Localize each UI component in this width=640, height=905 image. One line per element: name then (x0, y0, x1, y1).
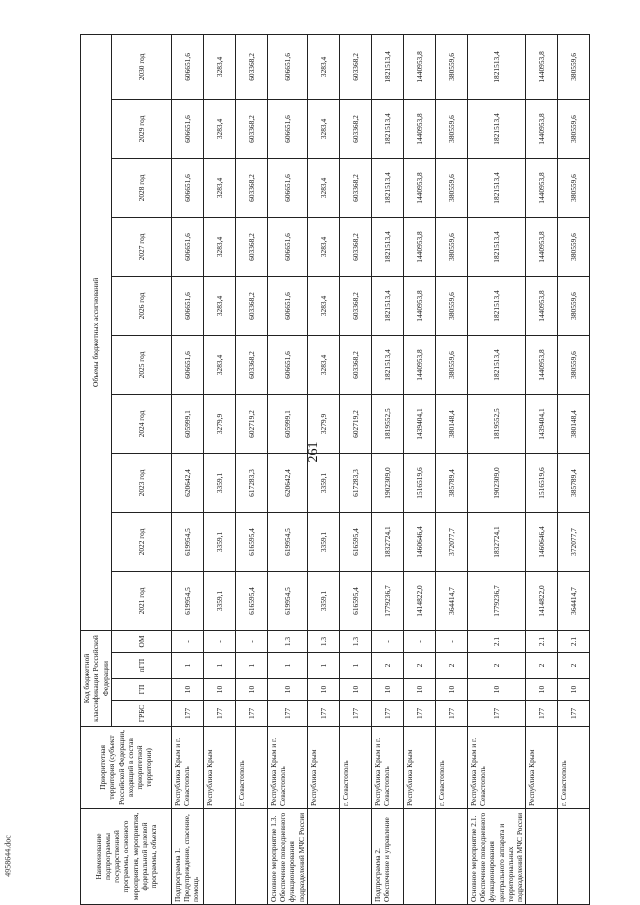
row-value-cell: 3283,4 (307, 34, 339, 99)
row-value-cell: 1439404,1 (526, 394, 558, 453)
row-value-cell: 616595,4 (235, 512, 267, 571)
row-om-cell: 2.1 (558, 630, 590, 652)
header-priority-territory: Приоритетная территория (субъект Российской Федерации, входящий в состав приоритетной территории) (81, 727, 172, 809)
row-name-cell (558, 809, 590, 905)
table-row (435, 34, 467, 904)
row-value-cell: 1440953,8 (526, 34, 558, 99)
row-value-cell: 602719,2 (235, 394, 267, 453)
row-value-cell: 617283,3 (235, 453, 267, 512)
row-value-cell: 1440953,8 (403, 276, 435, 335)
row-gp-cell: 10 (467, 679, 526, 701)
row-name-cell (526, 809, 558, 905)
row-pgp-cell: 1 (203, 653, 235, 679)
row-value-cell: 603368,2 (235, 217, 267, 276)
row-value-cell: 605999,1 (267, 394, 307, 453)
table-row (558, 34, 590, 904)
header-year: 2029 год (111, 99, 171, 158)
row-value-cell: 3283,4 (203, 99, 235, 158)
row-value-cell: 606651,6 (267, 217, 307, 276)
row-om-cell: 2.1 (467, 630, 526, 652)
row-value-cell: 1821513,4 (467, 335, 526, 394)
row-value-cell: 1779236,7 (467, 571, 526, 630)
row-value-cell: 380148,4 (558, 394, 590, 453)
table-row (267, 34, 307, 904)
header-pgp: пГП (111, 653, 171, 679)
row-value-cell: 606651,6 (171, 99, 203, 158)
row-value-cell: 1821513,4 (371, 99, 403, 158)
row-gp-cell: 10 (171, 679, 203, 701)
row-value-cell: 1832724,1 (371, 512, 403, 571)
row-value-cell: 3359,1 (203, 453, 235, 512)
row-value-cell: 380148,4 (435, 394, 467, 453)
row-value-cell: 603368,2 (339, 217, 371, 276)
row-value-cell: 1902309,0 (371, 453, 403, 512)
header-year: 2024 год (111, 394, 171, 453)
row-value-cell: 3283,4 (203, 335, 235, 394)
row-value-cell: 620642,4 (267, 453, 307, 512)
row-territory-cell: Республика Крым (307, 727, 339, 809)
row-value-cell: 385789,4 (435, 453, 467, 512)
header-grbs: ГРБС (111, 701, 171, 727)
row-territory-cell: Республика Крым (203, 727, 235, 809)
row-value-cell: 364414,7 (435, 571, 467, 630)
row-grbs-cell: 177 (371, 701, 403, 727)
row-value-cell: 603368,2 (235, 276, 267, 335)
row-territory-cell: г. Севастополь (339, 727, 371, 809)
row-value-cell: 1821513,4 (371, 34, 403, 99)
table-row (307, 34, 339, 904)
row-pgp-cell: 2 (526, 653, 558, 679)
row-value-cell: 1821513,4 (467, 276, 526, 335)
row-value-cell: 603368,2 (339, 34, 371, 99)
row-name-cell: Подпрограмма 1. Предупреждение, спасение, помощь (171, 809, 203, 905)
row-value-cell: 1821513,4 (467, 99, 526, 158)
header-year: 2022 год (111, 512, 171, 571)
row-pgp-cell: 1 (235, 653, 267, 679)
row-value-cell: 3359,1 (307, 453, 339, 512)
row-value-cell: 1414822,0 (526, 571, 558, 630)
row-value-cell: 372077,7 (558, 512, 590, 571)
row-value-cell: 606651,6 (267, 335, 307, 394)
table-row (467, 34, 526, 904)
row-pgp-cell: 2 (435, 653, 467, 679)
page-number: 261 (306, 441, 321, 463)
row-grbs-cell: 177 (467, 701, 526, 727)
header-year: 2025 год (111, 335, 171, 394)
row-om-cell: - (435, 630, 467, 652)
row-value-cell: 605999,1 (171, 394, 203, 453)
row-value-cell: 606651,6 (171, 276, 203, 335)
table-body (171, 34, 590, 904)
row-name-cell (203, 809, 235, 905)
header-year: 2021 год (111, 571, 171, 630)
header-program-name: Наименование подпрограммы государственной программы, основного мероприятия, мероприятия, федеральной целевой программы, объекта (81, 809, 172, 905)
row-value-cell: 606651,6 (267, 276, 307, 335)
row-value-cell: 619954,5 (267, 571, 307, 630)
row-value-cell: 1460646,4 (403, 512, 435, 571)
row-gp-cell: 10 (235, 679, 267, 701)
row-value-cell: 602719,2 (339, 394, 371, 453)
row-value-cell: 364414,7 (558, 571, 590, 630)
row-value-cell: 619954,5 (171, 512, 203, 571)
row-value-cell: 3279,9 (203, 394, 235, 453)
row-pgp-cell: 1 (339, 653, 371, 679)
row-value-cell: 1516519,6 (403, 453, 435, 512)
row-value-cell: 3283,4 (203, 158, 235, 217)
row-value-cell: 603368,2 (339, 335, 371, 394)
row-grbs-cell: 177 (339, 701, 371, 727)
row-name-cell (435, 809, 467, 905)
row-gp-cell: 10 (371, 679, 403, 701)
row-value-cell: 3359,1 (203, 512, 235, 571)
row-value-cell: 1902309,0 (467, 453, 526, 512)
row-grbs-cell: 177 (267, 701, 307, 727)
row-pgp-cell: 1 (267, 653, 307, 679)
row-value-cell: 3283,4 (307, 158, 339, 217)
row-grbs-cell: 177 (558, 701, 590, 727)
header-code-group: Код бюджетной классификации Российской Федерации (81, 630, 112, 726)
table-row (235, 34, 267, 904)
header-volumes-group: Объемы бюджетных ассигнований (81, 34, 112, 630)
row-name-cell: Основное мероприятие 2.1. Обеспечение повседневного функционирования центрального аппарата и территориальных подразделений МЧС России (467, 809, 526, 905)
row-value-cell: 1440953,8 (403, 34, 435, 99)
row-value-cell: 3359,1 (307, 571, 339, 630)
row-value-cell: 603368,2 (235, 99, 267, 158)
budget-table-container (80, 35, 579, 905)
row-om-cell: - (171, 630, 203, 652)
row-value-cell: 603368,2 (235, 34, 267, 99)
row-value-cell: 1460646,4 (526, 512, 558, 571)
row-value-cell: 1832724,1 (467, 512, 526, 571)
row-value-cell: 3359,1 (307, 512, 339, 571)
row-pgp-cell: 2 (403, 653, 435, 679)
row-value-cell: 1440953,8 (526, 99, 558, 158)
row-value-cell: 617283,3 (339, 453, 371, 512)
header-year: 2028 год (111, 158, 171, 217)
table-row (403, 34, 435, 904)
row-grbs-cell: 177 (403, 701, 435, 727)
row-value-cell: 606651,6 (267, 158, 307, 217)
row-value-cell: 620642,4 (171, 453, 203, 512)
row-value-cell: 3283,4 (203, 34, 235, 99)
row-territory-cell: Республика Крым (526, 727, 558, 809)
header-year: 2023 год (111, 453, 171, 512)
header-year: 2026 год (111, 276, 171, 335)
row-value-cell: 616595,4 (235, 571, 267, 630)
row-value-cell: 603368,2 (339, 99, 371, 158)
row-value-cell: 606651,6 (171, 217, 203, 276)
row-pgp-cell: 2 (558, 653, 590, 679)
row-value-cell: 380559,6 (558, 99, 590, 158)
row-gp-cell: 10 (339, 679, 371, 701)
row-value-cell: 1779236,7 (371, 571, 403, 630)
row-value-cell: 1440953,8 (403, 99, 435, 158)
row-value-cell: 606651,6 (171, 335, 203, 394)
row-value-cell: 3283,4 (203, 217, 235, 276)
row-value-cell: 3359,1 (203, 571, 235, 630)
row-territory-cell: г. Севастополь (558, 727, 590, 809)
row-value-cell: 619954,5 (267, 512, 307, 571)
row-value-cell: 1821513,4 (467, 217, 526, 276)
row-value-cell: 1819552,5 (467, 394, 526, 453)
row-value-cell: 616595,4 (339, 571, 371, 630)
row-territory-cell: Республика Крым и г. Севастополь (371, 727, 403, 809)
row-gp-cell: 10 (403, 679, 435, 701)
table-row (339, 34, 371, 904)
document-code: 4958644.doc (3, 835, 13, 877)
row-value-cell: 606651,6 (171, 158, 203, 217)
row-gp-cell: 10 (526, 679, 558, 701)
row-pgp-cell: 2 (371, 653, 403, 679)
row-value-cell: 380559,6 (435, 276, 467, 335)
row-gp-cell: 10 (307, 679, 339, 701)
row-grbs-cell: 177 (435, 701, 467, 727)
row-value-cell: 1821513,4 (371, 158, 403, 217)
row-pgp-cell: 2 (467, 653, 526, 679)
row-name-cell (339, 809, 371, 905)
row-name-cell: Подпрограмма 2. Обеспечение и управление (371, 809, 403, 905)
row-om-cell: 1.3 (267, 630, 307, 652)
table-row (171, 34, 203, 904)
row-value-cell: 606651,6 (171, 34, 203, 99)
row-value-cell: 380559,6 (435, 217, 467, 276)
row-om-cell: - (403, 630, 435, 652)
table-row (371, 34, 403, 904)
row-value-cell: 380559,6 (558, 158, 590, 217)
row-value-cell: 619954,5 (171, 571, 203, 630)
row-gp-cell: 10 (267, 679, 307, 701)
row-territory-cell: Республика Крым и г. Севастополь (267, 727, 307, 809)
row-territory-cell: Республика Крым (403, 727, 435, 809)
row-value-cell: 1819552,5 (371, 394, 403, 453)
header-year: 2027 год (111, 217, 171, 276)
row-value-cell: 3283,4 (307, 99, 339, 158)
row-value-cell: 380559,6 (558, 276, 590, 335)
row-value-cell: 3279,9 (307, 394, 339, 453)
row-value-cell: 606651,6 (267, 34, 307, 99)
row-territory-cell: Республика Крым и г. Севастополь (171, 727, 203, 809)
row-value-cell: 1440953,8 (403, 217, 435, 276)
row-name-cell (403, 809, 435, 905)
row-om-cell: 1.3 (339, 630, 371, 652)
row-value-cell: 3283,4 (203, 276, 235, 335)
row-pgp-cell: 1 (171, 653, 203, 679)
row-value-cell: 1414822,0 (403, 571, 435, 630)
row-value-cell: 380559,6 (435, 34, 467, 99)
row-grbs-cell: 177 (171, 701, 203, 727)
header-gp: ГП (111, 679, 171, 701)
row-gp-cell: 10 (435, 679, 467, 701)
row-name-cell: Основное мероприятие 1.3. Обеспечение повседневного функционирования подразделений МЧС России (267, 809, 307, 905)
row-value-cell: 380559,6 (435, 99, 467, 158)
row-value-cell: 1440953,8 (403, 158, 435, 217)
row-pgp-cell: 1 (307, 653, 339, 679)
header-year: 2030 год (111, 34, 171, 99)
row-grbs-cell: 177 (203, 701, 235, 727)
row-value-cell: 3283,4 (307, 335, 339, 394)
row-gp-cell: 10 (203, 679, 235, 701)
row-value-cell: 380559,6 (558, 217, 590, 276)
row-om-cell: 1.3 (307, 630, 339, 652)
row-value-cell: 603368,2 (339, 276, 371, 335)
row-name-cell (307, 809, 339, 905)
row-om-cell: - (235, 630, 267, 652)
row-value-cell: 3283,4 (307, 276, 339, 335)
row-value-cell: 603368,2 (235, 158, 267, 217)
row-grbs-cell: 177 (526, 701, 558, 727)
row-value-cell: 1821513,4 (371, 276, 403, 335)
row-value-cell: 603368,2 (235, 335, 267, 394)
header-om: ОМ (111, 630, 171, 652)
row-value-cell: 380559,6 (558, 34, 590, 99)
row-territory-cell: Республика Крым и г. Севастополь (467, 727, 526, 809)
row-value-cell: 380559,6 (558, 335, 590, 394)
row-value-cell: 1440953,8 (526, 335, 558, 394)
row-value-cell: 1440953,8 (526, 158, 558, 217)
row-value-cell: 603368,2 (339, 158, 371, 217)
row-value-cell: 1821513,4 (467, 158, 526, 217)
row-name-cell (235, 809, 267, 905)
row-value-cell: 1439404,1 (403, 394, 435, 453)
row-grbs-cell: 177 (235, 701, 267, 727)
row-value-cell: 1821513,4 (371, 217, 403, 276)
row-value-cell: 1440953,8 (403, 335, 435, 394)
budget-table (80, 34, 590, 905)
row-value-cell: 1516519,6 (526, 453, 558, 512)
row-value-cell: 372077,7 (435, 512, 467, 571)
row-grbs-cell: 177 (307, 701, 339, 727)
row-value-cell: 3283,4 (307, 217, 339, 276)
row-value-cell: 1440953,8 (526, 276, 558, 335)
row-value-cell: 380559,6 (435, 335, 467, 394)
row-value-cell: 385789,4 (558, 453, 590, 512)
row-om-cell: 2.1 (526, 630, 558, 652)
table-row (203, 34, 235, 904)
row-value-cell: 1440953,8 (526, 217, 558, 276)
row-value-cell: 606651,6 (267, 99, 307, 158)
row-territory-cell: г. Севастополь (235, 727, 267, 809)
row-territory-cell: г. Севастополь (435, 727, 467, 809)
table-row (526, 34, 558, 904)
row-om-cell: - (203, 630, 235, 652)
row-value-cell: 1821513,4 (467, 34, 526, 99)
row-value-cell: 1821513,4 (371, 335, 403, 394)
row-value-cell: 380559,6 (435, 158, 467, 217)
row-gp-cell: 10 (558, 679, 590, 701)
row-value-cell: 616595,4 (339, 512, 371, 571)
row-om-cell: - (371, 630, 403, 652)
